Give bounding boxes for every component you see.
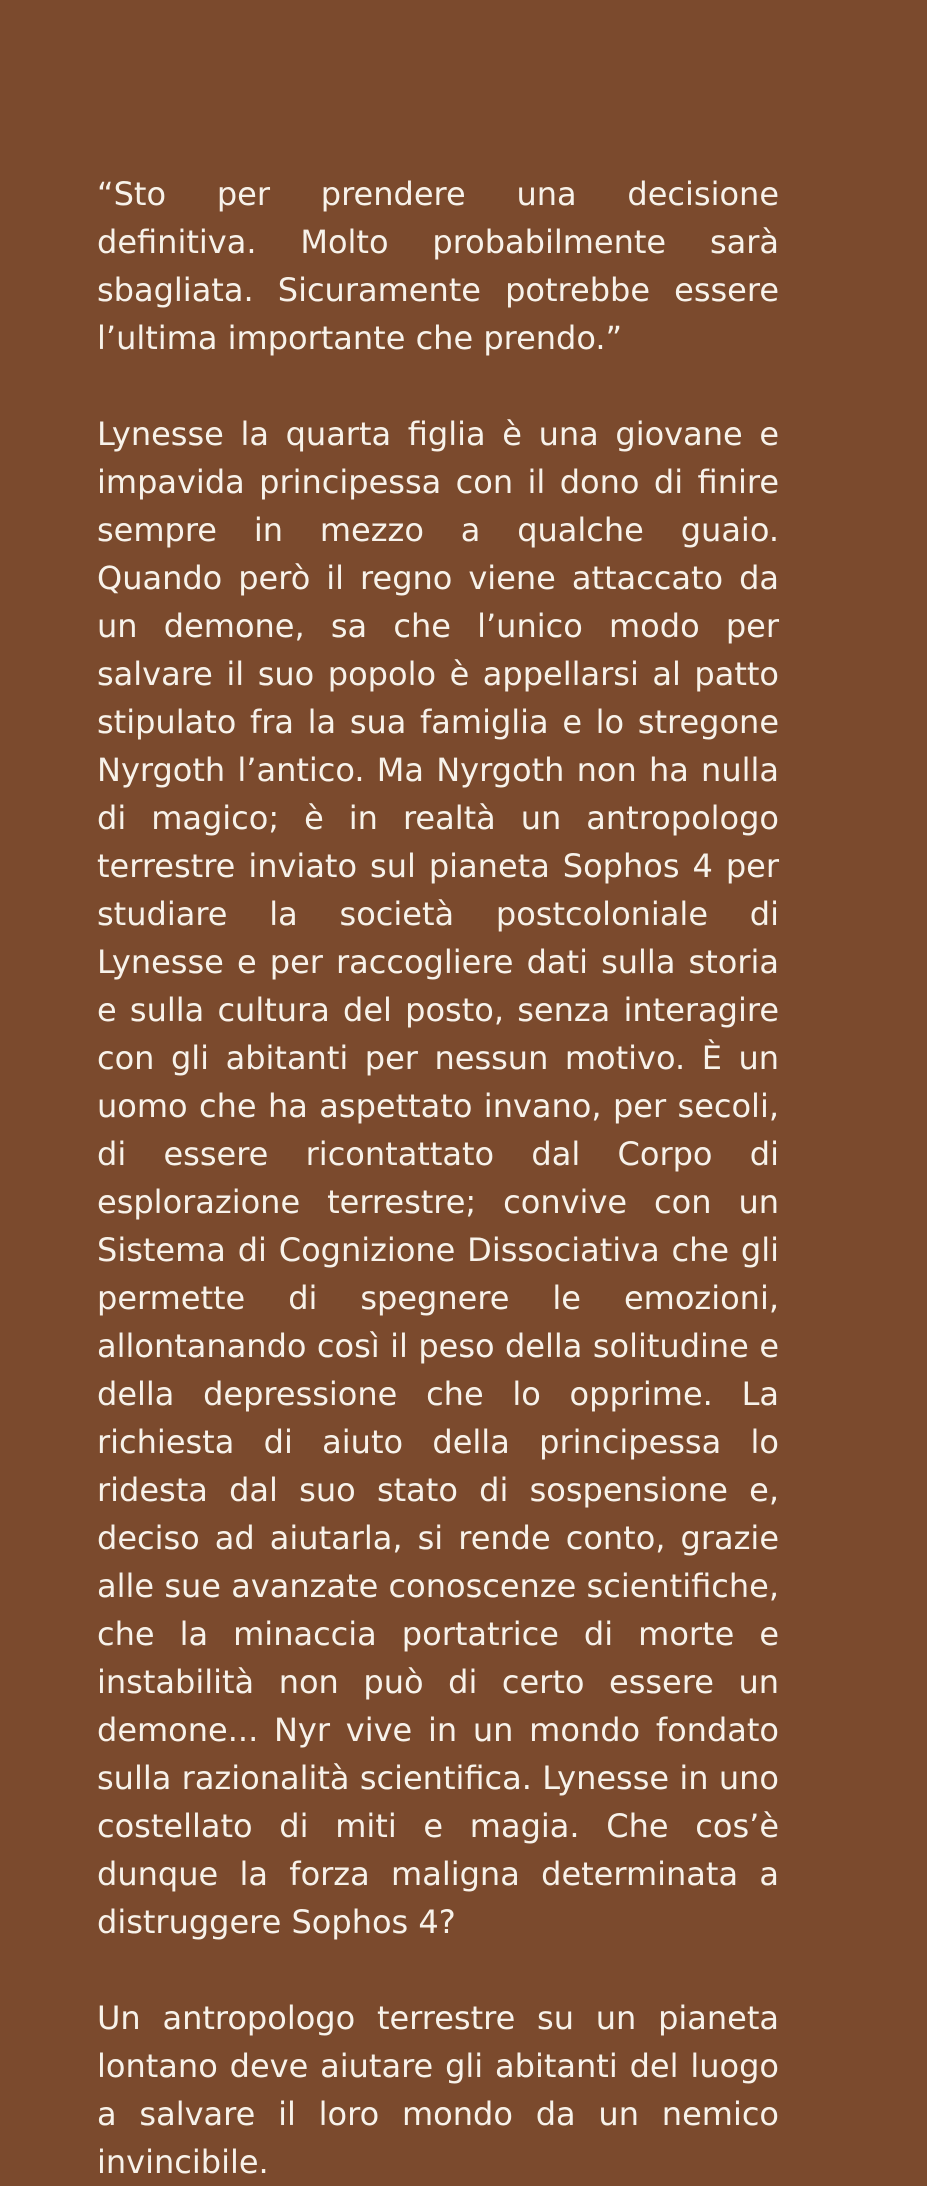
opening-quote: “Sto per prendere una decisione definitiva. Molto probabilmente sarà sbagliata. Sicuramente potrebbe essere l’ultima importante che prendo.” [97, 175, 779, 357]
back-cover-text [97, 170, 779, 2186]
tagline-paragraph: Un antropologo terrestre su un pianeta lontano deve aiutare gli abitanti del luogo a salvare il loro mondo da un nemico invincibile. [97, 1999, 779, 2181]
synopsis-paragraph: Lynesse la quarta figlia è una giovane e impavida principessa con il dono di finire sempre in mezzo a qualche guaio. Quando però il regno viene attaccato da un demone, sa che l’unico modo per salvare il suo popolo è appellarsi al patto stipulato fra la sua famiglia e lo stregone Nyrgoth l’antico. Ma Nyrgoth non ha nulla di magico; è in realtà un antropologo terrestre inviato sul pianeta Sophos 4 per studiare la società postcoloniale di Lynesse e per raccogliere dati sulla storia e sulla cultura del posto, senza interagire con gli abitanti per nessun motivo. È un uomo che ha aspettato invano, per secoli, di essere ricontattato dal Corpo di esplorazione terrestre; convive con un Sistema di Cognizione Dissociativa che gli permette di spegnere le emozioni, allontanando così il peso della solitudine e della depressione che lo opprime. La richiesta di aiuto della principessa lo ridesta dal suo stato di sospensione e, deciso ad aiutarla, si rende conto, grazie alle sue avanzate conoscenze scientifiche, che la minaccia portatrice di morte e instabilità non può di certo essere un demone... Nyr vive in un mondo fondato sulla razionalità scientifica. Lynesse in uno costellato di miti e magia. Che cos’è dunque la forza maligna determinata a distruggere Sophos 4? [97, 415, 779, 1941]
